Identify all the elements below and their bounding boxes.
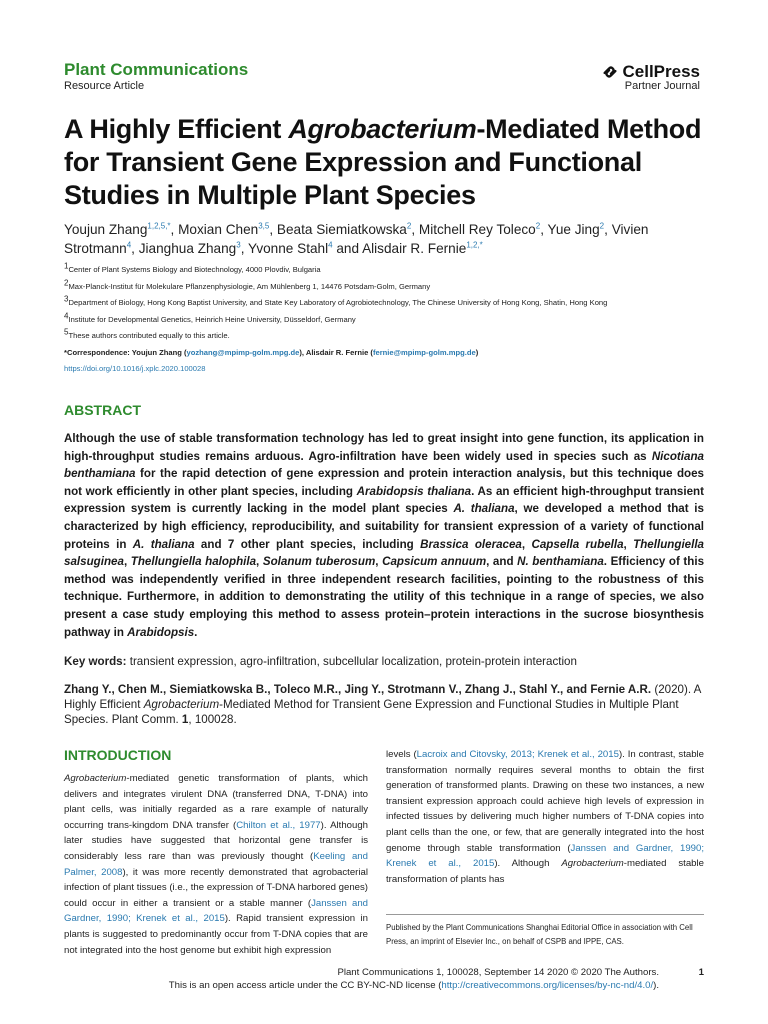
- text-segment: ,: [521, 537, 532, 551]
- author-affiliation-marker: 1,2,*: [466, 240, 483, 250]
- italic-term: A. thaliana: [132, 537, 195, 551]
- journal-name: Plant Communications: [64, 60, 249, 79]
- abstract-heading: ABSTRACT: [64, 402, 141, 418]
- affiliation-marker: 2: [64, 277, 69, 287]
- publisher-logo-block: [601, 62, 701, 92]
- text-segment: -mediated genetic transformation of plants, which delivers and integrates virulent DNA (transferred DNA, T-DNA) into plant cells, was initially regarded as a rare example of naturally occurring trans-kingdom DNA transfer (: [64, 773, 368, 831]
- author-affiliation-marker: 3,5: [258, 221, 270, 231]
- italic-term: Thellungiella salsuginea: [64, 537, 704, 569]
- author-name: Yue Jing: [547, 222, 600, 237]
- italic-term: Capsella rubella: [531, 537, 624, 551]
- page-footer: [64, 966, 704, 992]
- reference-link[interactable]: Chilton et al., 1977: [236, 819, 321, 831]
- introduction-column-1: [64, 771, 368, 958]
- text-segment: ). In contrast, stable transformation normally requires several months to obtain the first generation of transformed plants. Drawing on these two instances, a new transient expression approach could achieve high levels of expression in infected tissues by delivering much higher numbers of T-DNA copies into plant cells than the one, or few, that are generally integrated into the host genome through stable transformation (: [386, 749, 705, 854]
- author-affiliation-marker: 3: [236, 240, 241, 250]
- affiliation-text: Department of Biology, Hong Kong Baptist University, and State Key Laboratory of Agrobiotechnology, The Chinese University of Hong Kong, Shatin, Hong Kong: [68, 298, 608, 307]
- introduction-heading: INTRODUCTION: [64, 747, 172, 763]
- italic-term: Solanum tuberosum: [262, 555, 376, 569]
- italic-term: Agrobacterium: [64, 773, 127, 784]
- affiliation-item: [64, 295, 724, 312]
- reference-link[interactable]: Keeling and Palmer, 2008: [64, 850, 368, 878]
- cellpress-wordmark: CellPress: [622, 62, 700, 81]
- text-segment: ). Rapid transient expression in plants is suggested to predominantly occur from T-DNA copies that are not integrated into the host genome but exhibit high expression: [64, 913, 368, 956]
- footer-citation: Plant Communications 1, 100028, September 14 2020 © 2020 The Authors.: [337, 967, 659, 978]
- reference-link[interactable]: Janssen and Gardner, 1990; Krenek et al., 2015: [386, 842, 705, 870]
- affiliation-marker: 1: [64, 261, 69, 271]
- author-list: Youjun Zhang$^{1,2,5,*}$, Moxian Chen$^{3,5}$, Beata Siemiatkowska$^2$, Mitchell Rey Toleco$^2$, Yue Jing$^2$, Vivien Strotmann$^4$, Jianghua Zhang$^3$, Yvonne Stahl$^4$ and Alisdair R. Fernie$^{1,2,*}$: [64, 221, 649, 256]
- text-segment: Although the use of stable transformation technology has led to great insight into gene function, its application in high-throughput studies remains arduous. Agro-infiltration have been widely used in species such as: [64, 432, 704, 463]
- citation: Zhang Y., Chen M., Siemiatkowska B., Toleco M.R., Jing Y., Strotmann V., Zhang J., Stahl Y., and Fernie A.R. (2020). A Highly Efficient Agrobacterium-Mediated Method for Transient Gene Expression and Functional Studies in Multiple Plant Species. Plant Comm. 1, 100028.: [64, 683, 701, 726]
- italic-term: Nicotiana benthamiana: [64, 449, 704, 481]
- reference-link[interactable]: Lacroix and Citovsky, 2013; Krenek et al., 2015: [416, 749, 619, 760]
- italic-term: Thellungiella halophila: [130, 555, 257, 569]
- article-type: Resource Article: [64, 80, 145, 92]
- author-name: Moxian Chen: [178, 222, 259, 237]
- authors-and: and: [336, 241, 360, 256]
- partner-journal-label: Partner Journal: [624, 80, 700, 92]
- italic-term: A. thaliana: [453, 502, 515, 516]
- affiliation-marker: 5: [64, 327, 69, 337]
- author-name: Alisdair R. Fernie: [362, 241, 467, 256]
- affiliation-marker: 4: [64, 310, 69, 320]
- text-segment: , and: [486, 555, 518, 569]
- text-segment: . Efficiency of this method was independently verified in three independent research facilities, pointing to the robustness of this technique. Furthermore, in addition to demonstrating the utility of this technique in a range of species, we also present a case study employing this method to assess protein–protein interactions in the sucrose biosynthesis pathway in: [64, 555, 705, 639]
- license-link[interactable]: http://creativecommons.org/licenses/by-nc-nd/4.0/: [441, 980, 654, 991]
- author-name: Youjun Zhang: [64, 222, 148, 237]
- introduction-column-2: [386, 747, 704, 887]
- author-affiliation-marker: 4: [126, 240, 132, 250]
- author-name: Beata Siemiatkowska: [276, 222, 407, 237]
- author-affiliation-marker: 2: [599, 221, 605, 231]
- author-name: Yvonne Stahl: [248, 241, 329, 256]
- cellpress-icon: [601, 63, 619, 81]
- italic-term: Agrobacterium: [561, 858, 624, 870]
- text-segment: , we developed a method that is characterized by high efficiency, reproducibility, and suitability for transient expression of a variety of functional proteins in: [64, 502, 704, 551]
- affiliation-item: [64, 279, 724, 296]
- affiliation-item: [64, 262, 724, 279]
- text-segment: ,: [623, 537, 634, 551]
- author-name: Mitchell Rey Toleco: [418, 222, 536, 237]
- author-affiliation-marker: 4: [328, 240, 333, 250]
- affiliation-text: These authors contributed equally to this article.: [68, 331, 230, 340]
- italic-term: Brassica oleracea: [420, 537, 522, 551]
- text-segment: ). Although later studies have suggested that horizontal gene transfer is considerably less rare than was previously thought (: [64, 819, 368, 862]
- footnote-divider: [386, 914, 704, 915]
- italic-term: Arabidopsis: [127, 625, 195, 639]
- author-name: Vivien Strotmann: [64, 222, 649, 256]
- affiliation-item: [64, 328, 724, 345]
- affiliation-text: Center of Plant Systems Biology and Biotechnology, 4000 Plovdiv, Bulgaria: [68, 265, 321, 274]
- text-segment: ), it was more recently demonstrated that agrobacterial infection of plant tissues (i.e., the expression of T-DNA harbored genes) could occur in either a transient or a stable manner (: [64, 866, 368, 909]
- text-segment: ,: [123, 555, 131, 569]
- publisher-footnote: Published by the Plant Communications Shanghai Editorial Office in association with Cell Press, an imprint of Elsevier Inc., on behalf of CSPB and IPPE, CAS.: [386, 923, 693, 946]
- keywords: Key words: transient expression, agro-infiltration, subcellular localization, protein-protein interaction: [64, 655, 577, 668]
- text-segment: for the rapid detection of gene expression and protein interaction analysis, but this technique does not work efficiently in other plant species, including: [64, 467, 704, 498]
- author-affiliation-marker: 2: [535, 221, 541, 231]
- italic-term: Arabidopsis thaliana: [356, 484, 472, 498]
- italic-term: Capsicum annuum: [382, 555, 487, 569]
- email-link-zhang[interactable]: yozhang@mpimp-golm.mpg.de: [186, 347, 300, 357]
- affiliation-text: Institute for Developmental Genetics, Heinrich Heine University, Düsseldorf, Germany: [68, 314, 356, 324]
- affiliation-marker: 3: [64, 294, 69, 304]
- text-segment: .: [194, 625, 198, 639]
- italic-term: N. benthamiana: [517, 555, 604, 569]
- text-segment: ,: [256, 555, 263, 569]
- cellpress-logo: [601, 62, 701, 82]
- author-affiliation-marker: 1,2,5,*: [147, 221, 171, 231]
- reference-link[interactable]: Janssen and Gardner, 1990; Krenek et al., 2015: [64, 897, 369, 925]
- affiliation-item: [64, 312, 724, 329]
- text-segment: . As an efficient high-throughput transient expression system is currently lacking in the model plant species: [64, 484, 704, 516]
- affiliations: [64, 262, 724, 378]
- article-title: A Highly Efficient Agrobacterium-Mediated Method for Transient Gene Expression and Functional Studies in Multiple Plant Species: [64, 114, 702, 210]
- doi-link[interactable]: https://doi.org/10.1016/j.xplc.2020.100028: [64, 364, 206, 373]
- text-segment: -mediated stable transformation of plants has: [386, 858, 704, 885]
- author-name: Jianghua Zhang: [138, 241, 237, 256]
- email-link-fernie[interactable]: fernie@mpimp-golm.mpg.de: [372, 347, 476, 357]
- correspondence: *Correspondence: Youjun Zhang (yozhang@mpimp-golm.mpg.de), Alisdair R. Fernie (fernie@mpimp-golm.mpg.de): [64, 347, 479, 357]
- text-segment: ,: [375, 555, 383, 569]
- text-segment: levels (: [386, 749, 417, 760]
- affiliation-text: Max-Planck-Institut für Molekulare Pflanzenphysiologie, Am Mühlenberg 1, 14476 Potsdam-Golm, Germany: [68, 281, 431, 291]
- author-affiliation-marker: 2: [406, 221, 412, 231]
- license-line: This is an open access article under the CC BY-NC-ND license (http://creativecommons.org/licenses/by-nc-nd/4.0/).: [168, 980, 659, 991]
- abstract-text: [64, 430, 704, 641]
- text-segment: ). Although: [494, 858, 562, 870]
- text-segment: and 7 other plant species, including: [194, 537, 421, 551]
- page-number: 1: [698, 967, 704, 978]
